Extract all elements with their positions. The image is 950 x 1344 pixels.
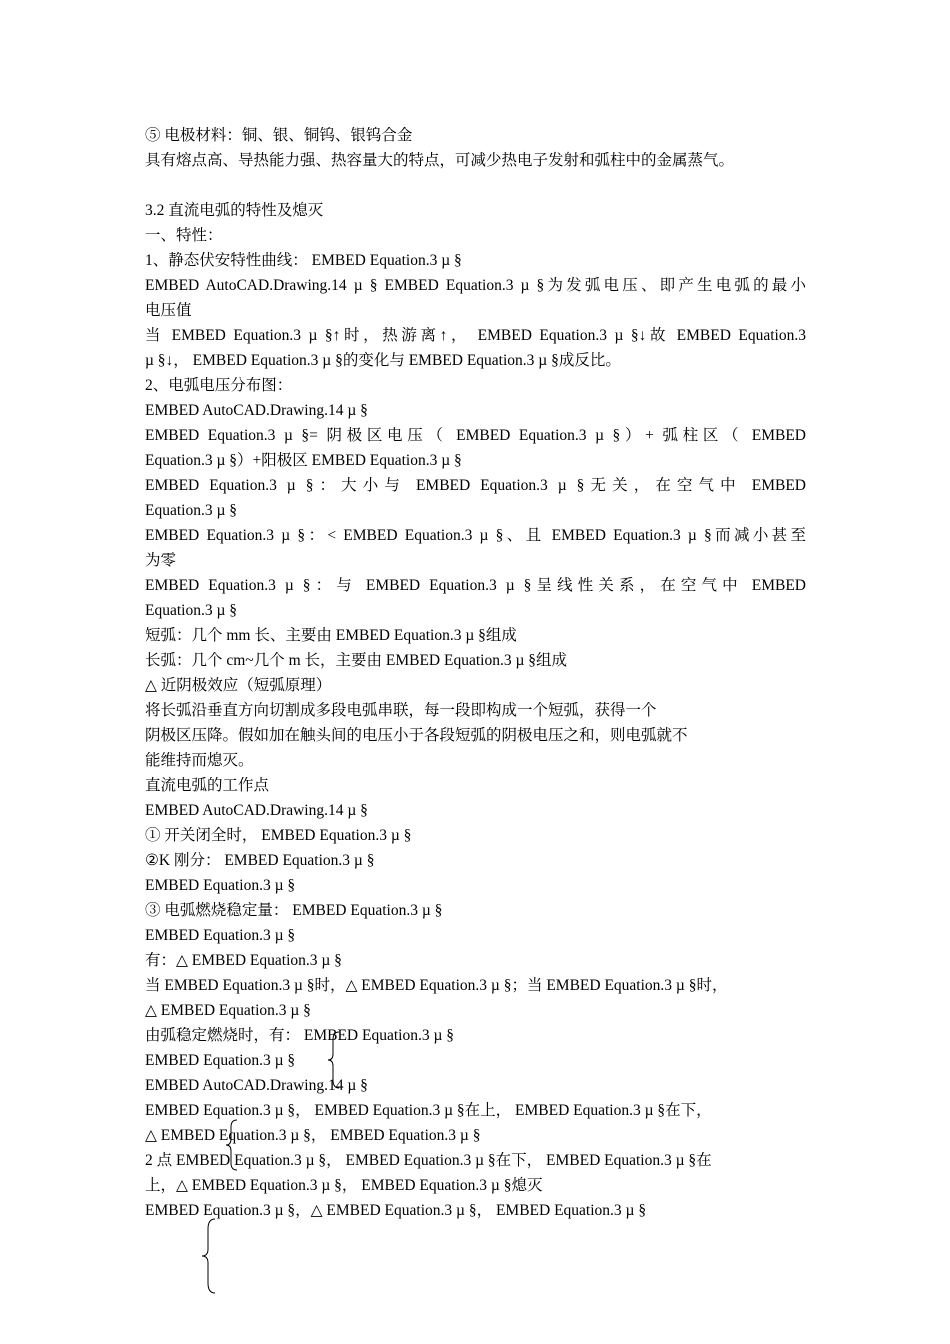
text-line: Equation.3 µ §）+阳极区 EMBED Equation.3 µ § [145,452,462,469]
text-line: EMBED AutoCAD.Drawing.14 µ § EMBED Equation.3 µ §为发弧电压、即产生电弧的最小 [145,277,806,294]
text-line: 当 EMBED Equation.3 µ §↑时，热游离↑， EMBED Equation.3 µ §↓故 EMBED Equation.3 [145,327,806,344]
text-line: EMBED Equation.3 µ §：大小与 EMBED Equation.3 µ §无关，在空气中 EMBED [145,477,806,494]
text-line: 当 EMBED Equation.3 µ §时，△ EMBED Equation.3 µ §；当 EMBED Equation.3 µ §时， [145,977,728,994]
text-line: 2 点 EMBED Equation.3 µ §， EMBED Equation.3 µ §在下， EMBED Equation.3 µ §在 [145,1152,712,1169]
text-line: Equation.3 µ § [145,602,238,619]
text-line: 由弧稳定燃烧时，有： EMBED Equation.3 µ § [145,1027,455,1044]
text-line: EMBED Equation.3 µ §= 阴极区电压（ EMBED Equation.3 µ §）+ 弧柱区（ EMBED [145,427,806,444]
brace-icon [325,1030,345,1090]
text-line: ⑤ 电极材料：铜、银、铜钨、银钨合金 [145,127,413,144]
text-line: 具有熔点高、导热能力强、热容量大的特点，可减少热电子发射和弧柱中的金属蒸气。 [145,152,735,169]
text-line: EMBED AutoCAD.Drawing.14 µ § [145,402,368,419]
brace-icon [199,1217,219,1295]
text-line: 为零 [145,552,177,569]
text-line: EMBED Equation.3 µ §：与 EMBED Equation.3 µ §呈线性关系，在空气中 EMBED [145,577,806,594]
text-line: EMBED AutoCAD.Drawing.14 µ § [145,1077,368,1094]
brace-icon [223,1118,243,1172]
text-line: EMBED Equation.3 µ §：< EMBED Equation.3 µ §、且 EMBED Equation.3 µ §而减小甚至 [145,527,806,544]
text-line: △ 近阴极效应（短弧原理） [145,677,332,694]
text-line: ②K 刚分： EMBED Equation.3 µ § [145,852,375,869]
text-line: 长弧：几个 cm~几个 m 长，主要由 EMBED Equation.3 µ §组成 [145,652,568,669]
text-line: 电压值 [145,302,192,319]
text-line: ① 开关闭全时， EMBED Equation.3 µ § [145,827,412,844]
text-line: 直流电弧的工作点 [145,777,270,794]
text-line: µ §↓， EMBED Equation.3 µ §的变化与 EMBED Equation.3 µ §成反比。 [145,352,621,369]
text-line: EMBED Equation.3 µ § [145,1052,296,1069]
text-line: △ EMBED Equation.3 µ § [145,1002,311,1019]
text-line: 将长弧沿垂直方向切割成多段电弧串联，每一段即构成一个短弧，获得一个 [145,702,657,719]
text-line: 短弧：几个 mm 长、主要由 EMBED Equation.3 µ §组成 [145,627,517,644]
section-heading: 3.2 直流电弧的特性及熄灭 [145,202,324,219]
text-line: EMBED Equation.3 µ § [145,927,296,944]
text-line: Equation.3 µ § [145,502,238,519]
text-line: EMBED Equation.3 µ §，△ EMBED Equation.3 µ §， EMBED Equation.3 µ § [145,1202,647,1219]
text-line: EMBED Equation.3 µ § [145,877,296,894]
text-line: EMBED AutoCAD.Drawing.14 µ § [145,802,368,819]
text-line: 上，△ EMBED Equation.3 µ §， EMBED Equation.3 µ §熄灭 [145,1177,543,1194]
text-line: 2、电弧电压分布图： [145,377,293,394]
text-line: 有：△ EMBED Equation.3 µ § [145,952,342,969]
text-line: 1、静态伏安特性曲线： EMBED Equation.3 µ § [145,252,462,269]
text-line: EMBED Equation.3 µ §， EMBED Equation.3 µ §在上， EMBED Equation.3 µ §在下， [145,1102,712,1119]
text-line: 阴极区压降。假如加在触头间的电压小于各段短弧的阴极电压之和，则电弧就不 [145,727,688,744]
text-line: 能维持而熄灭。 [145,752,254,769]
text-line: △ EMBED Equation.3 µ §， EMBED Equation.3 µ § [145,1127,481,1144]
text-line: ③ 电弧燃烧稳定量： EMBED Equation.3 µ § [145,902,443,919]
subheading: 一、特性： [145,227,223,244]
